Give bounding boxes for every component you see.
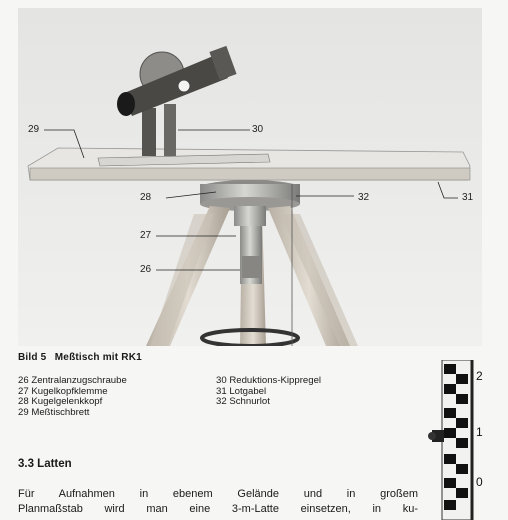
- legend-item: 32 Schnurlot: [216, 396, 270, 408]
- legend-right: [216, 376, 321, 408]
- rod-digit-1: 1: [476, 425, 483, 439]
- legend-left: [18, 376, 127, 418]
- paragraph-line: Für Aufnahmen in ebenem Gelände und in großem: [18, 488, 418, 500]
- body-paragraph: [18, 487, 418, 517]
- legend-item: 29 Meßtischbrett: [18, 406, 90, 418]
- rod-digit-0: 0: [476, 475, 483, 489]
- callout-27: 27: [140, 230, 152, 241]
- callout-29: 29: [28, 124, 40, 135]
- callout-28: 28: [140, 192, 152, 203]
- legend-item: 30 Reduktions-Kippregel: [216, 375, 322, 386]
- paragraph-line: Planmaßstab wird man eine 3-m-Latte einsetzen, in ku-: [18, 503, 418, 515]
- callout-26: 26: [140, 264, 152, 275]
- legend-item: 26 Zentralanzugschraube: [18, 375, 127, 386]
- legend-item: 31 Lotgabel: [216, 385, 267, 397]
- legend-item: 27 Kugelkopfklemme: [18, 385, 108, 397]
- board-edge: [30, 168, 470, 180]
- section-heading: 3.3 Latten: [18, 458, 72, 470]
- levelling-rod-image: [426, 360, 486, 520]
- callout-30: 30: [252, 124, 264, 135]
- rod-digit-2: 2: [476, 369, 483, 383]
- legend-item: 28 Kugelgelenkkopf: [18, 396, 103, 408]
- callout-32: 32: [358, 192, 370, 203]
- callout-31: 31: [462, 192, 474, 203]
- caption-label: Bild 5: [18, 352, 47, 363]
- plane-table-photo: [18, 8, 482, 346]
- caption-text: Meßtisch mit RK1: [54, 352, 142, 363]
- figure-caption: [18, 352, 142, 363]
